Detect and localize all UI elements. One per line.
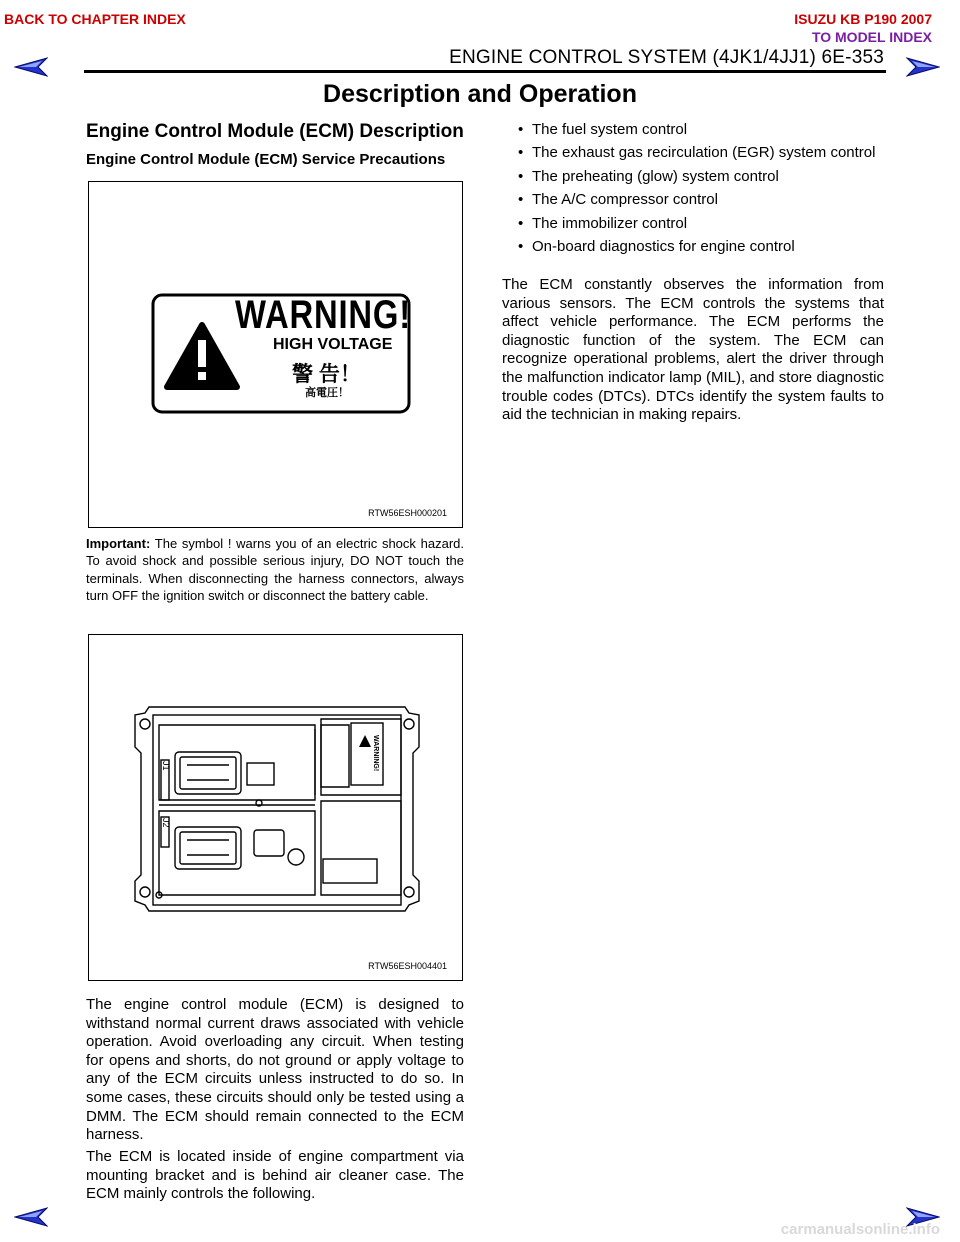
page-title: Description and Operation — [323, 80, 637, 108]
chapter-header: ENGINE CONTROL SYSTEM (4JK1/4JJ1) 6E-353 — [449, 47, 884, 68]
ecm-paragraph-2: The ECM is located inside of engine compartment via mounting bracket and is behind air cleaner case. The ECM mainly controls the following. — [86, 1148, 464, 1203]
important-label: Important: — [86, 536, 151, 551]
warning-word: WARNING! — [235, 293, 412, 337]
connector-j2-label: J2 — [161, 818, 171, 828]
figure-code: RTW56ESH004401 — [368, 961, 447, 971]
ecm-control-list — [504, 121, 884, 261]
footer-left-arrow-icon[interactable] — [14, 1206, 48, 1228]
model-title-link[interactable]: ISUZU KB P190 2007 — [794, 11, 932, 27]
to-model-index-link[interactable]: TO MODEL INDEX — [811, 29, 932, 45]
figure-ecm — [88, 634, 463, 981]
figure-code: RTW56ESH000201 — [368, 508, 447, 518]
list-item: • The fuel system control — [518, 121, 688, 138]
back-to-chapter-index-link[interactable]: BACK TO CHAPTER INDEX — [4, 11, 186, 27]
list-item: • The A/C compressor control — [518, 191, 718, 209]
warning-jp-text: 警 告！ — [292, 363, 361, 386]
high-voltage-jp-text: 高電圧！ — [305, 387, 349, 399]
high-voltage-text: HIGH VOLTAGE — [273, 336, 393, 353]
list-item: • The immobilizer control — [518, 214, 688, 232]
important-note — [86, 535, 464, 604]
section-heading: Engine Control Module (ECM) Description — [86, 121, 464, 142]
ecm-paragraph-3: The ECM constantly observes the information from various sensors. The ECM controls the systems that affect vehicle performance. The ECM performs the diagnostic function of the system. The ECM can recognize operational problems, alert the driver through the malfunction indicator lamp (MIL), and store diagnostic trouble codes (DTCs). DTCs identify the system faults to aid the technician in making repairs. — [502, 276, 884, 424]
list-item: • The preheating (glow) system control — [518, 167, 779, 185]
warning-sticker-illustration — [89, 182, 462, 527]
header-rule — [84, 70, 886, 73]
list-item: • The exhaust gas recirculation (EGR) system control — [518, 144, 876, 162]
watermark: carmanualsonline.info — [780, 1221, 940, 1238]
figure-warning-label — [88, 181, 463, 528]
list-item: • On-board diagnostics for engine control — [518, 237, 795, 255]
right-arrow-icon[interactable] — [906, 56, 940, 78]
section-subheading: Engine Control Module (ECM) Service Precautions — [86, 151, 446, 168]
important-text: The symbol ! warns you of an electric shock hazard. To avoid shock and possible serious injury, DO NOT touch the terminals. When disconnecting the harness connectors, always turn OFF the ignition switch or disconnect the battery cable. — [86, 536, 464, 603]
connector-j1-label: J1 — [161, 761, 171, 771]
ecm-warning-sticker-text: WARNING! — [372, 735, 379, 772]
ecm-illustration — [89, 635, 462, 980]
ecm-paragraph-1: The engine control module (ECM) is designed to withstand normal current draws associated with vehicle operation. Avoid overloading any circuit. When testing for opens and shorts, do not ground or apply voltage to any of the ECM circuits unless instructed to do so. In some cases, these circuits should only be tested using a DMM. The ECM should remain connected to the ECM harness. — [86, 996, 464, 1144]
left-arrow-icon[interactable] — [14, 56, 48, 78]
